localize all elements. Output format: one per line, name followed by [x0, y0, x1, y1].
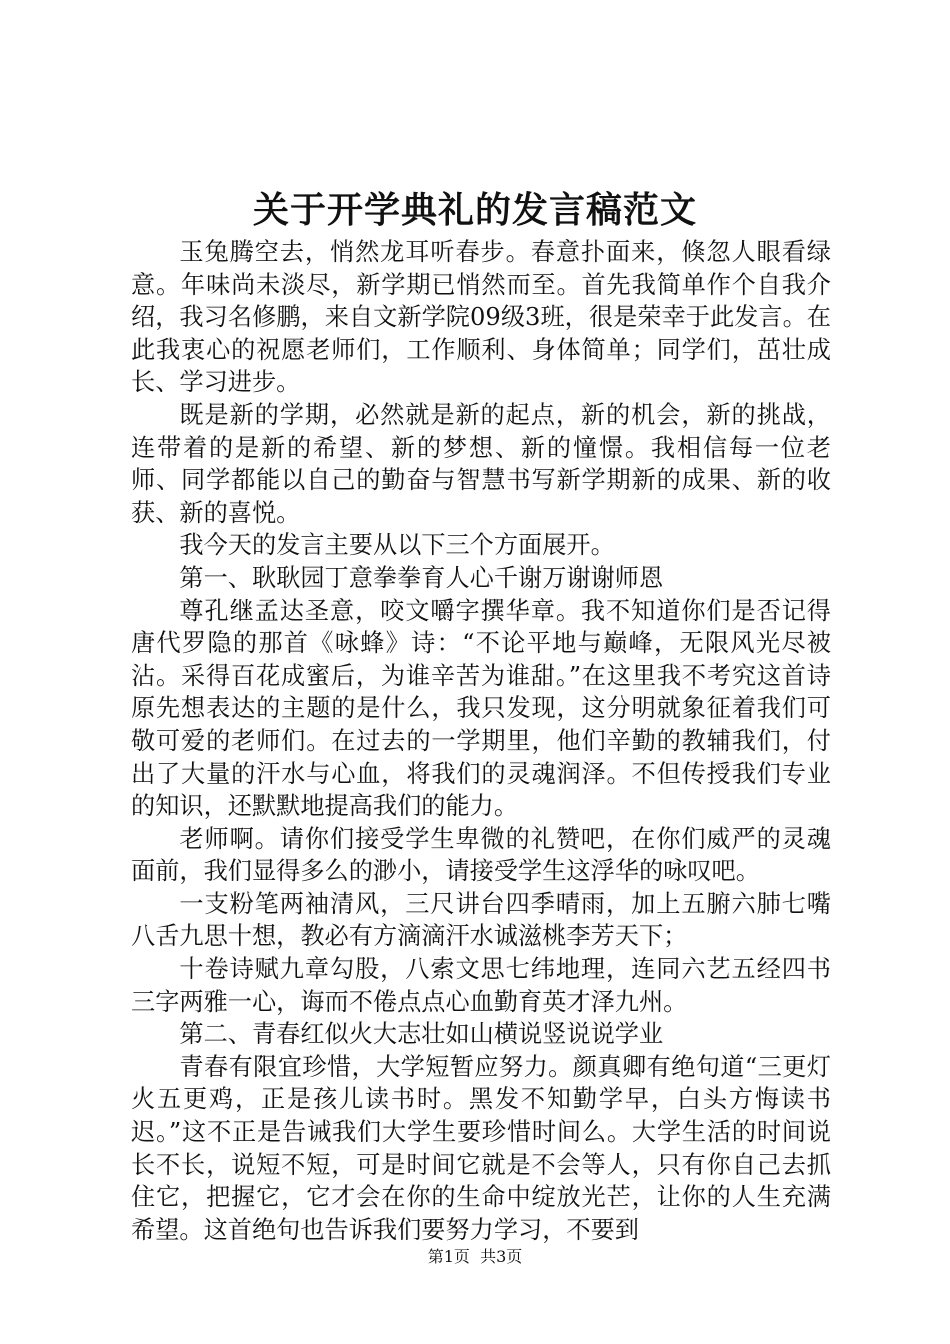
paragraph: 青春有限宜珍惜，大学短暂应努力。颜真卿有绝句道“三更灯火五更鸡，正是孩儿读书时。黑发不知勤学早，白头方悔读书迟。”这不正是告诫我们大学生要珍惜时间么。大学生活的时间说长不长，说短不短，可是时间它就是不会等人，只有你自己去抓住它，把握它，它才会在你的生命中绽放光芒，让你的人生充满希望。这首绝句也告诉我们要努力学习，不要到 — [131, 1052, 831, 1244]
page-number: 第1页 — [427, 1247, 470, 1266]
footer-separator — [470, 1247, 480, 1266]
paragraph: 尊孔继孟达圣意，咬文嚼字撰华章。我不知道你们是否记得唐代罗隐的那首《咏蜂》诗：“不论平地与巅峰，无限风光尽被沾。采得百花成蜜后，为谁辛苦为谁甜。”在这里我不考究这首诗原先想表达的主题的是什么，我只发现，这分明就象征着我们可敬可爱的老师们。在过去的一学期里，他们辛勤的教辅我们，付出了大量的汗水与心血，将我们的灵魂润泽。不但传授我们专业的知识，还默默地提高我们的能力。 — [131, 596, 831, 821]
paragraph: 一支粉笔两袖清风，三尺讲台四季晴雨，加上五腑六肺七嘴八舌九思十想，教必有方滴滴汗水诚滋桃李芳天下； — [131, 889, 831, 951]
page-total: 共3页 — [480, 1247, 523, 1266]
section-heading: 第二、青春红似火大志壮如山横说竖说说学业 — [179, 1020, 664, 1049]
section-heading: 第一、耿耿园丁意拳拳育人心千谢万谢谢师恩 — [179, 563, 664, 592]
document-title: 关于开学典礼的发言稿范文 — [252, 189, 697, 231]
paragraph: 我今天的发言主要从以下三个方面展开。 — [179, 531, 615, 560]
paragraph: 既是新的学期，必然就是新的起点，新的机会，新的挑战，连带着的是新的希望、新的梦想、新的憧憬。我相信每一位老师、同学都能以自己的勤奋与智慧书写新学期新的成果、新的收获、新的喜悦。 — [131, 400, 831, 527]
page-footer — [0, 1246, 950, 1268]
paragraph: 老师啊。请你们接受学生卑微的礼赞吧，在你们威严的灵魂面前，我们显得多么的渺小，请接受学生这浮华的咏叹吧。 — [131, 824, 831, 886]
paragraph: 玉兔腾空去，悄然龙耳听春步。春意扑面来，倏忽人眼看绿意。年味尚未淡尽，新学期已悄然而至。首先我简单作个自我介绍，我习名修鹏，来自文新学院09级3班，很是荣幸于此发言。在此我衷心的祝愿老师们，工作顺利、身体简单；同学们，茁壮成长、学习进步。 — [131, 238, 831, 397]
paragraph: 十卷诗赋九章勾股，八索文思七纬地理，连同六艺五经四书三字两雅一心，诲而不倦点点心血勤育英才泽九州。 — [131, 955, 831, 1016]
document-body — [131, 236, 831, 1246]
